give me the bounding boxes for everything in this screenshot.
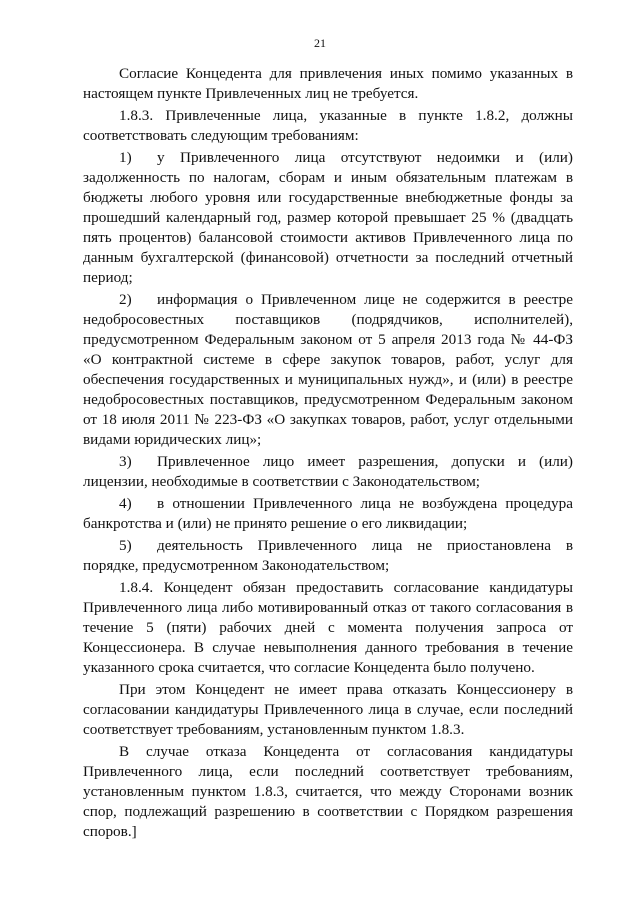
list-number: 2) bbox=[119, 291, 132, 308]
list-text: в отношении Привлеченного лица не возбуждена процедура банкротства и (или) не принято решение о его ликвидации; bbox=[83, 495, 573, 532]
requirement-item-1 bbox=[83, 148, 573, 288]
list-number: 3) bbox=[119, 453, 132, 470]
paragraph-consent-note: Согласие Концедента для привлечения иных помимо указанных в настоящем пункте Привлеченных лиц не требуется. bbox=[83, 65, 573, 102]
paragraph-1-8-4: 1.8.4. Концедент обязан предоставить согласование кандидатуры Привлеченного лица либо мотивированный отказ от такого согласования в течение 5 (пяти) рабочих дней с момента получения запроса от Концессионера. В случае невыполнения данного требования в течение указанного срока считается, что согласие Концедента было получено. bbox=[83, 579, 573, 676]
paragraph-1-8-3: 1.8.3. Привлеченные лица, указанные в пункте 1.8.2, должны соответствовать следующим требованиям: bbox=[83, 107, 573, 144]
list-text: информация о Привлеченном лице не содержится в реестре недобросовестных поставщиков (подрядчиков, исполнителей), предусмотренном Федеральным законом от 5 апреля 2013 года № 44-ФЗ «О контрактной системе в сфере закупок товаров, работ, услуг для обеспечения государственных и муниципальных нужд», и (или) в реестре недобросовестных поставщиков, предусмотренном Федеральным законом от 18 июля 2011 № 223-ФЗ «О закупках товаров, работ, услуг отдельными видами юридических лиц»; bbox=[83, 291, 573, 448]
list-text: Привлеченное лицо имеет разрешения, допуски и (или) лицензии, необходимые в соответствии с Законодательством; bbox=[83, 453, 573, 490]
list-text: деятельность Привлеченного лица не приостановлена в порядке, предусмотренном Законодательством; bbox=[83, 537, 573, 574]
document-body bbox=[83, 64, 573, 844]
requirement-item-2 bbox=[83, 290, 573, 450]
paragraph-refusal-limit: При этом Концедент не имеет права отказать Концессионеру в согласовании кандидатуры Привлеченного лица в случае, если последний соответствует требованиям, установленным пунктом 1.8.3. bbox=[83, 681, 573, 738]
requirement-item-4 bbox=[83, 494, 573, 534]
requirement-item-5 bbox=[83, 536, 573, 576]
list-number: 1) bbox=[119, 149, 132, 166]
list-number: 4) bbox=[119, 495, 132, 512]
requirement-item-3 bbox=[83, 452, 573, 492]
page-number: 21 bbox=[314, 36, 326, 50]
list-number: 5) bbox=[119, 537, 132, 554]
paragraph-dispute: В случае отказа Концедента от согласования кандидатуры Привлеченного лица, если последний соответствует требованиям, установленным пунктом 1.8.3, считается, что между Сторонами возник спор, подлежащий разрешению в соответствии с Порядком разрешения споров.] bbox=[83, 743, 573, 840]
list-text: у Привлеченного лица отсутствуют недоимки и (или) задолженность по налогам, сборам и иным обязательным платежам в бюджеты любого уровня или государственные внебюджетные фонды за прошедший календарный год, размер которой превышает 25 % (двадцать пять процентов) балансовой стоимости активов Привлеченного лица по данным бухгалтерской (финансовой) отчетности за последний отчетный период; bbox=[83, 149, 573, 286]
